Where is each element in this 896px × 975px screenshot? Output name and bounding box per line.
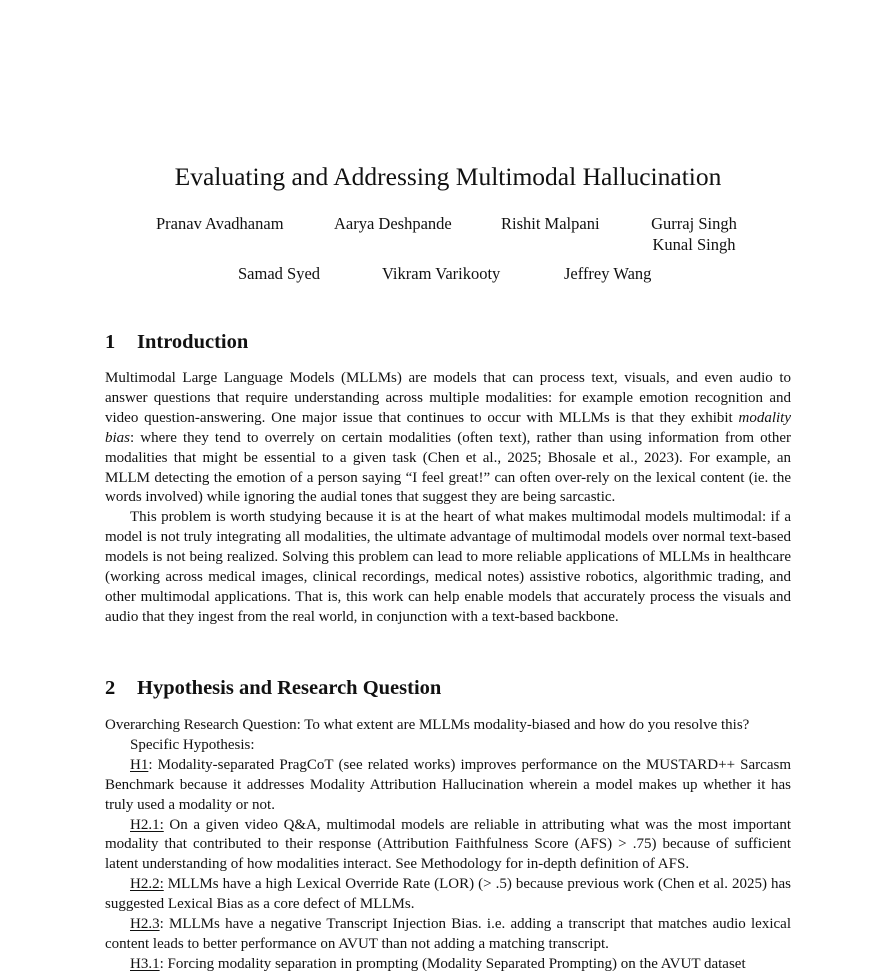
hypothesis-text: MLLMs have a negative Transcript Injection Bias. i.e. adding a transcript that matches audio lexical content leads to better performance on AVUT than not adding a matching transcript. (105, 916, 791, 952)
author-name: Pranav Avadhanam (156, 214, 284, 233)
hypothesis-label: H1 (130, 756, 149, 773)
paragraph-text: : where they tend to overrely on certain modalities (often text), rather than using information from other modalities that might be essential to a given task (Chen et al., 2025; Bhosale et al., 2023). For example, an MLLM detecting the emotion of a person saying “I feel great!” can often over-rely on the lexical content (ie. the words involved) while ignoring the audial tones that suggest they are being sarcastic. (105, 429, 791, 506)
author-name: Vikram Varikooty (382, 264, 501, 283)
author-name: Rishit Malpani (501, 214, 600, 233)
paragraph: This problem is worth studying because it is at the heart of what makes multimodal models multimodal: if a model is not truly integrating all modalities, the ultimate advantage of multimodal models over normal text-based models is not being realized. Solving this problem can lead to more reliable applications of MLLMs in healthcare (working across medical images, clinical recordings, medical notes) assistive robotics, algorithmic trading, and other multimodal applications. That is, this work can help enable models that accurately process the visuals and audio that they ingest from the real world, in conjunction with a text-based backbone. (105, 509, 791, 625)
research-question: Overarching Research Question: To what extent are MLLMs modality-biased and how do you resolve this? (105, 717, 750, 733)
paragraph-text: Multimodal Large Language Models (MLLMs) are models that can process text, visuals, and even audio to answer questions that require understanding across multiple modalities: for example emotion recognition and video question-answering. One major issue that continues to occur with MLLMs is that they exhibit (105, 370, 791, 426)
specific-hypothesis-label: Specific Hypothesis: (130, 736, 255, 753)
author-name: Samad Syed (238, 264, 321, 283)
hypothesis-text: MLLMs have a high Lexical Override Rate (LOR) (> .5) because previous work (Chen et al. 2025) has suggested Lexical Bias as a core defect of MLLMs. (105, 876, 791, 913)
section-heading (105, 675, 441, 701)
hypothesis-label: H3.1 (130, 955, 160, 972)
hypothesis-text: Forcing modality separation in prompting (Modality Separated Prompting) on the AVUT dataset (163, 955, 746, 972)
author-name: Kunal Singh (652, 235, 736, 254)
author-name: Gurraj Singh (651, 214, 737, 233)
hypothesis-text: On a given video Q&A, multimodal models are reliable in attributing what was the most important modality that contributed to their response (Attribution Faithfulness Score (AFS) > .75) because of sufficient latent understanding of how modalities interact. See Methodology for in-depth definition of AFS. (105, 816, 791, 873)
section-title: Introduction (137, 331, 249, 353)
section-number: 2 (105, 677, 116, 699)
paper-title: Evaluating and Addressing Multimodal Hallucination (174, 162, 722, 191)
hypothesis-label: H2.2: (130, 876, 164, 893)
section-title: Hypothesis and Research Question (137, 677, 442, 699)
section-heading (105, 329, 248, 355)
hypothesis-label: H2.1: (130, 816, 164, 833)
section-number: 1 (105, 331, 116, 353)
hypothesis-text: Modality-separated PragCoT (see related works) improves performance on the MUSTARD++ Sarcasm Benchmark because it addresses Modality Attribution Hallucination wherein a model makes up whether it has truly used a modality or not. (105, 756, 791, 813)
hypothesis-item: H1: Modality-separated PragCoT (see related works) improves performance on the MUSTARD++ Sarcasm Benchmark because it addresses Modality Attribution Hallucination wherein a model makes up whether it has truly used a modality or not. (105, 756, 791, 813)
hypothesis-item (105, 816, 791, 876)
hypothesis-item: H3.1: Forcing modality separation in prompting (Modality Separated Prompting) on the AVUT dataset (130, 955, 746, 972)
emphasized-term: modality bias (105, 409, 791, 446)
author-name: Jeffrey Wang (564, 264, 652, 283)
section-body-introduction (105, 369, 791, 628)
paragraph (105, 369, 791, 508)
hypothesis-item (105, 875, 791, 915)
author-name: Aarya Deshpande (334, 214, 452, 233)
section-body-hypothesis (105, 716, 791, 975)
hypothesis-label: H2.3 (130, 916, 160, 933)
hypothesis-item: H2.3: MLLMs have a negative Transcript Injection Bias. i.e. adding a transcript that matches audio lexical content leads to better performance on AVUT than not adding a matching transcript. (105, 916, 791, 952)
